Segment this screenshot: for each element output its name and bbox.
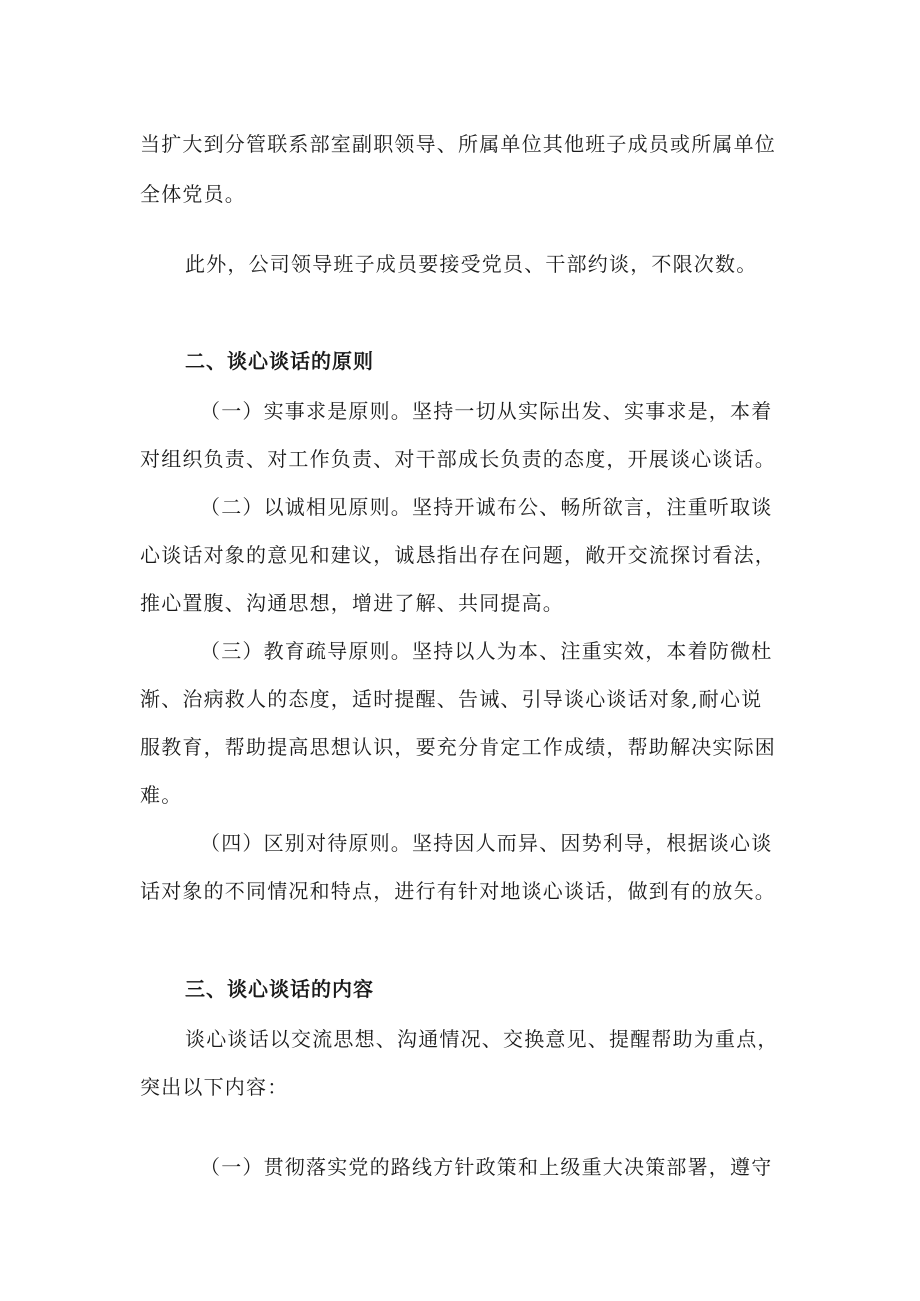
principle-item-1-line: （一）实事求是原则。坚持一切从实际出发、实事求是，本着 — [200, 399, 773, 423]
principle-item-2-line: （二）以诚相见原则。坚持开诚布公、畅所欲言，注重听取谈 — [200, 495, 773, 519]
principle-item-1-line: 对组织负责、对工作负责、对干部成长负责的态度，开展谈心谈话。 — [140, 447, 776, 471]
paragraph-line: 此外，公司领导班子成员要接受党员、干部约谈，不限次数。 — [185, 252, 758, 276]
principle-item-3-line: 难。 — [140, 783, 183, 807]
principle-item-3-line: 渐、治病救人的态度，适时提醒、告诫、引导谈心谈话对象,耐心说 — [140, 687, 763, 711]
content-intro-line: 谈心谈话以交流思想、沟通情况、交换意见、提醒帮助为重点， — [185, 1027, 779, 1051]
paragraph-line: 当扩大到分管联系部室副职领导、所属单位其他班子成员或所属单位 — [140, 132, 776, 156]
content-item-1-line: （一）贯彻落实党的路线方针政策和上级重大决策部署，遵守 — [200, 1155, 773, 1179]
section-heading-2: 二、谈心谈话的原则 — [185, 349, 374, 373]
principle-item-3-line: 服教育，帮助提高思想认识，要充分肯定工作成绩，帮助解决实际困 — [140, 735, 776, 759]
principle-item-4-line: （四）区别对待原则。坚持因人而异、因势利导，根据谈心谈 — [200, 831, 773, 855]
paragraph-line: 全体党员。 — [140, 182, 246, 206]
principle-item-2-line: 心谈话对象的意见和建议，诚恳指出存在问题，敞开交流探讨看法， — [140, 543, 776, 567]
principle-item-4-line: 话对象的不同情况和特点，进行有针对地谈心谈话，做到有的放矢。 — [140, 879, 776, 903]
section-heading-3: 三、谈心谈话的内容 — [185, 977, 374, 1001]
content-intro-line: 突出以下内容： — [140, 1075, 289, 1099]
principle-item-3-line: （三）教育疏导原则。坚持以人为本、注重实效，本着防微杜 — [200, 639, 773, 663]
principle-item-2-line: 推心置腹、沟通思想，增进了解、共同提高。 — [140, 591, 564, 615]
